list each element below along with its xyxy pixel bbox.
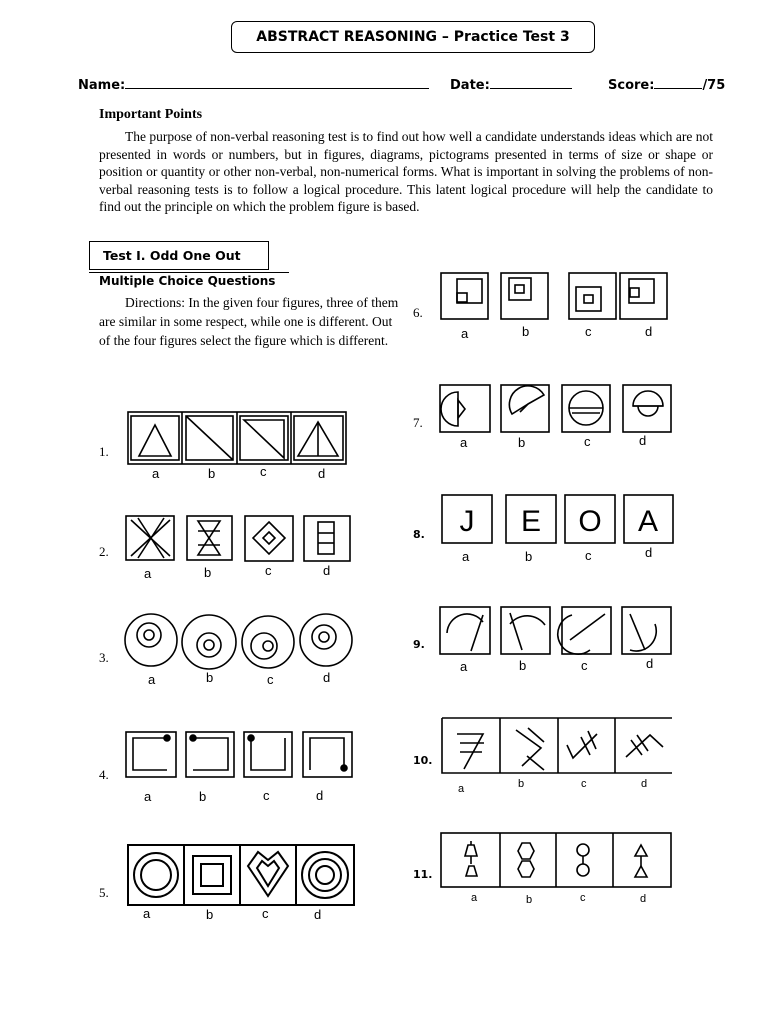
name-label: Name: — [78, 78, 126, 93]
section-subtitle: Multiple Choice Questions — [99, 274, 276, 288]
option-d[interactable]: d — [639, 433, 647, 448]
q9-option-labels[interactable] — [460, 656, 653, 674]
q1-figure-strip — [128, 412, 346, 464]
section-title: Test I. Odd One Out — [89, 241, 269, 270]
option-d[interactable]: d — [323, 563, 331, 578]
option-a[interactable]: a — [462, 549, 470, 564]
q3-option-labels[interactable] — [148, 670, 330, 687]
option-c[interactable]: c — [581, 778, 587, 790]
question-number: 9. — [413, 638, 425, 651]
q8-option-labels[interactable] — [462, 545, 652, 564]
question-number: 3. — [99, 650, 109, 665]
option-c[interactable]: c — [265, 563, 272, 578]
option-d[interactable]: d — [646, 656, 654, 671]
option-c[interactable]: c — [584, 434, 591, 449]
q6-figures — [441, 273, 667, 319]
date-label: Date: — [450, 78, 490, 93]
option-d[interactable]: d — [645, 545, 653, 560]
option-c[interactable]: c — [267, 672, 274, 687]
q4-option-labels[interactable] — [144, 788, 323, 804]
option-a[interactable]: a — [143, 906, 151, 921]
q7-option-labels[interactable] — [460, 433, 646, 450]
option-b[interactable]: b — [199, 789, 207, 804]
option-b[interactable]: b — [518, 778, 525, 790]
q1-option-labels[interactable] — [152, 464, 325, 481]
option-b[interactable]: b — [522, 324, 530, 339]
question-number: 10. — [413, 754, 433, 767]
option-b[interactable]: b — [518, 435, 526, 450]
q2-figures — [126, 516, 350, 561]
score-total: /75 — [702, 78, 726, 93]
triangle-icon — [139, 425, 171, 456]
option-b[interactable]: b — [208, 466, 216, 481]
q3-figures — [125, 614, 352, 669]
directions-text: Directions: In the given four figures, three of them are similar in some respect, while one is different. Out of the four figures select the figure which is different. — [99, 295, 399, 348]
option-b[interactable]: b — [525, 549, 533, 564]
q10-figure-strip — [442, 718, 672, 773]
q5-figure-strip — [128, 845, 354, 905]
question-number: 2. — [99, 544, 109, 559]
option-d[interactable]: d — [323, 670, 331, 685]
option-c[interactable]: c — [585, 548, 592, 563]
option-d[interactable]: d — [316, 788, 324, 803]
letter-e: E — [520, 505, 542, 538]
letter-a: A — [637, 505, 659, 538]
question-number: 6. — [413, 305, 423, 320]
option-b[interactable]: b — [206, 907, 214, 922]
question-number: 11. — [413, 868, 433, 881]
option-c[interactable]: c — [581, 658, 588, 673]
intro-paragraph: The purpose of non-verbal reasoning test is to find out how well a candidate understands ideas which are not presented in words or numbers, but in figures, diagrams, pictograms presented in terms of size or shape or position or quantity or other non-verbal, non-numerical forms. What is important in solving the problems of non-verbal reasoning tests is to follow a logical procedure. This latent logical procedure will help the candidate to find out the principle on which the problem figure is based. — [99, 129, 713, 214]
option-c[interactable]: c — [262, 906, 269, 921]
option-c[interactable]: c — [580, 892, 586, 904]
q5-option-labels[interactable] — [143, 906, 321, 922]
q11-figure-strip — [441, 833, 671, 887]
option-c[interactable]: c — [585, 324, 592, 339]
option-c[interactable]: c — [263, 788, 270, 803]
option-a[interactable]: a — [144, 566, 152, 581]
option-d[interactable]: d — [645, 324, 653, 339]
score-label: Score: — [608, 78, 655, 93]
option-d[interactable]: d — [314, 907, 322, 922]
q10-option-labels[interactable] — [458, 778, 647, 795]
page-title: ABSTRACT REASONING – Practice Test 3 — [231, 21, 595, 53]
q2-option-labels[interactable] — [144, 563, 330, 581]
option-b[interactable]: b — [206, 670, 214, 685]
letter-j: J — [459, 505, 475, 538]
letter-o: O — [578, 505, 602, 538]
question-number: 8. — [413, 528, 425, 541]
option-d[interactable]: d — [318, 466, 326, 481]
option-d[interactable]: d — [641, 778, 648, 790]
option-a[interactable]: a — [460, 435, 468, 450]
option-a[interactable]: a — [458, 783, 465, 795]
option-b[interactable]: b — [526, 894, 533, 906]
option-b[interactable]: b — [204, 565, 212, 580]
q9-figures — [440, 607, 671, 654]
option-a[interactable]: a — [461, 326, 469, 341]
option-a[interactable]: a — [152, 466, 160, 481]
q7-figures — [440, 385, 671, 432]
question-number: 1. — [99, 444, 109, 459]
option-b[interactable]: b — [519, 658, 527, 673]
q4-figures — [126, 732, 352, 777]
q8-letters — [460, 505, 659, 538]
option-a[interactable]: a — [148, 672, 156, 687]
option-c[interactable]: c — [260, 464, 267, 479]
option-a[interactable]: a — [471, 892, 478, 904]
option-a[interactable]: a — [460, 659, 468, 674]
option-d[interactable]: d — [640, 893, 647, 905]
q11-option-labels[interactable] — [471, 892, 646, 906]
question-number: 7. — [413, 415, 423, 430]
question-number: 4. — [99, 767, 109, 782]
question-number: 5. — [99, 885, 109, 900]
important-points-heading: Important Points — [99, 107, 203, 122]
option-a[interactable]: a — [144, 789, 152, 804]
q6-option-labels[interactable] — [461, 324, 652, 341]
